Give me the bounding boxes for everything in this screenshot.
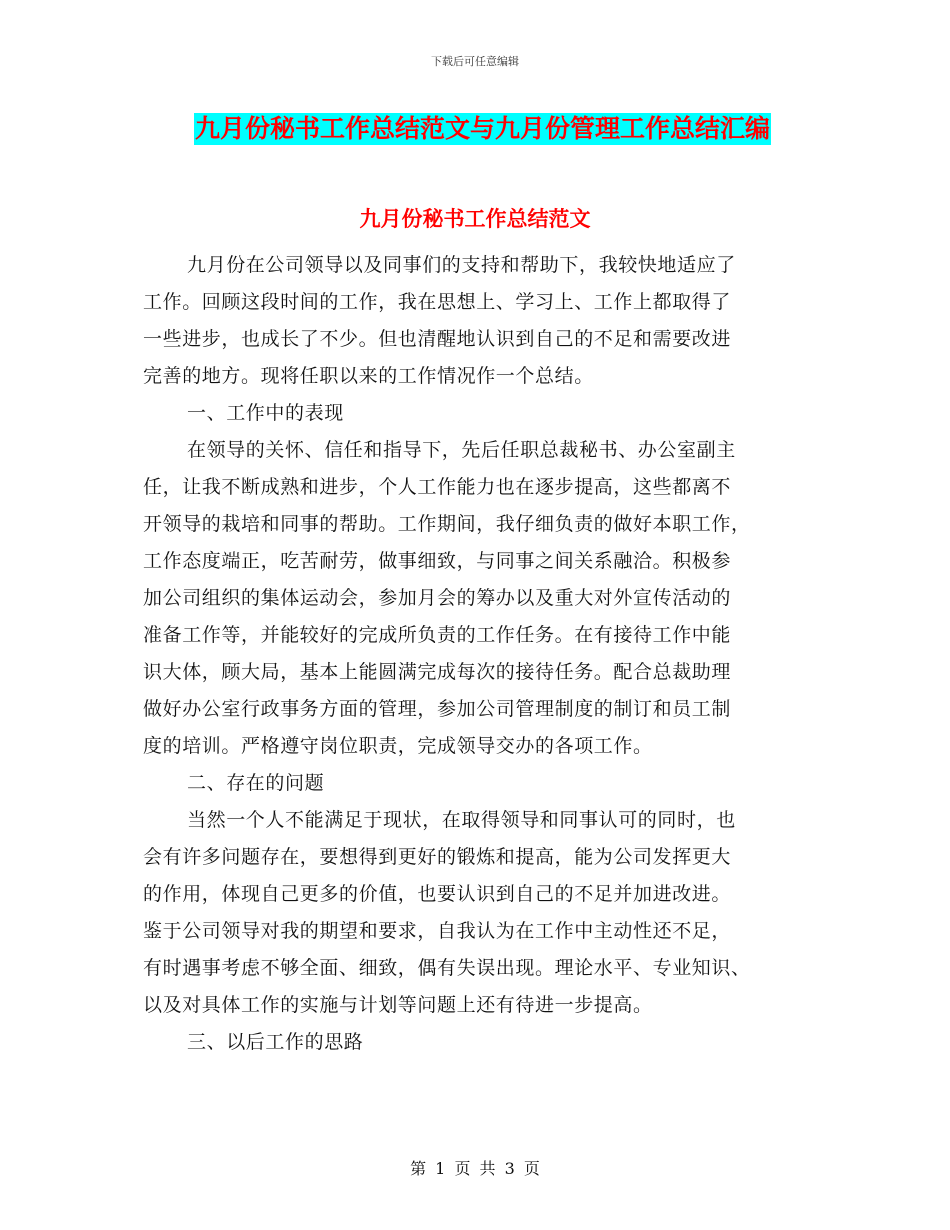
paragraph-line: 当然一个人不能满足于现状，在取得领导和同事认可的同时，也	[187, 809, 736, 831]
document-body	[143, 247, 803, 1061]
document-title: 九月份秘书工作总结范文与九月份管理工作总结汇编	[195, 114, 771, 143]
paragraph-line: 九月份在公司领导以及同事们的支持和帮助下，我较快地适应了	[187, 254, 736, 276]
paragraph-line: 会有许多问题存在，要想得到更好的锻炼和提高，能为公司发挥更大	[143, 846, 732, 868]
paragraph-line: 一些进步，也成长了不少。但也清醒地认识到自己的不足和需要改进	[143, 328, 732, 350]
paragraph-line: 以及对具体工作的实施与计划等问题上还有待进一步提高。	[143, 994, 653, 1016]
section-title: 九月份秘书工作总结范文	[359, 207, 591, 231]
paragraph-line: 度的培训。严格遵守岗位职责，完成领导交办的各项工作。	[143, 735, 653, 757]
paragraph-line: 做好办公室行政事务方面的管理，参加公司管理制度的制订和员工制	[143, 698, 732, 720]
paragraph-line: 开领导的栽培和同事的帮助。工作期间，我仔细负责的做好本职工作，	[143, 513, 751, 535]
section-heading: 一、工作中的表现	[187, 402, 344, 424]
section-heading: 三、以后工作的思路	[187, 1031, 364, 1053]
paragraph-line: 有时遇事考虑不够全面、细致，偶有失误出现。理论水平、专业知识、	[143, 957, 751, 979]
header-note: 下载后可任意编辑	[431, 55, 519, 68]
paragraph-line: 准备工作等，并能较好的完成所负责的工作任务。在有接待工作中能	[143, 624, 732, 646]
paragraph-line: 鉴于公司领导对我的期望和要求，自我认为在工作中主动性还不足，	[143, 920, 732, 942]
paragraph-line: 识大体，顾大局，基本上能圆满完成每次的接待任务。配合总裁助理	[143, 661, 732, 683]
paragraph-line: 的作用，体现自己更多的价值，也要认识到自己的不足并加进改进。	[143, 883, 732, 905]
paragraph-line: 工作态度端正，吃苦耐劳，做事细致，与同事之间关系融洽。积极参	[143, 550, 732, 572]
paragraph-line: 任，让我不断成熟和进步，个人工作能力也在逐步提高，这些都离不	[143, 476, 732, 498]
paragraph-line: 加公司组织的集体运动会，参加月会的筹办以及重大对外宣传活动的	[143, 587, 732, 609]
page-number: 第 1 页 共 3 页	[410, 1159, 540, 1178]
paragraph-line: 完善的地方。现将任职以来的工作情况作一个总结。	[143, 365, 594, 387]
paragraph-line: 在领导的关怀、信任和指导下，先后任职总裁秘书、办公室副主	[187, 439, 736, 461]
section-heading: 二、存在的问题	[187, 772, 325, 794]
paragraph-line: 工作。回顾这段时间的工作，我在思想上、学习上、工作上都取得了	[143, 291, 732, 313]
